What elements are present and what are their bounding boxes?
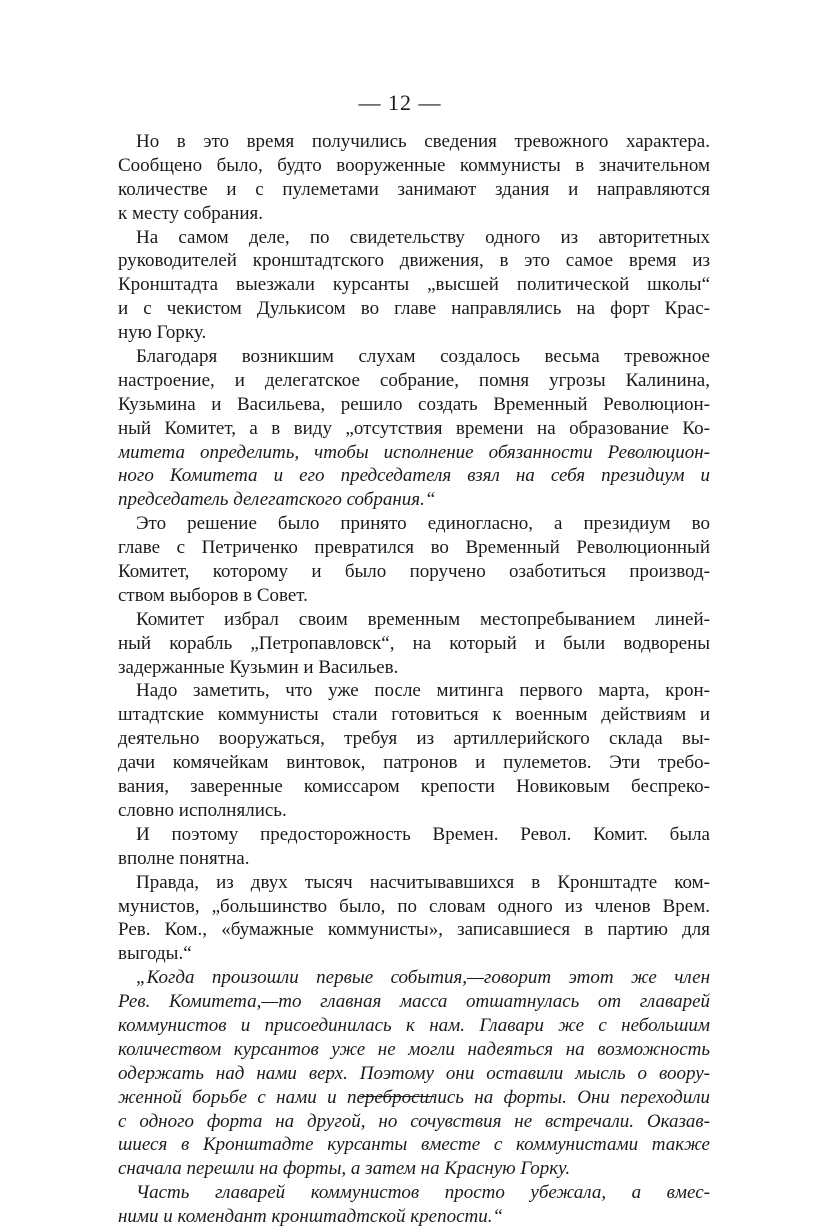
- text-line: вания, заверенные комиссаром крепости Новиковым беспреко-: [118, 776, 710, 798]
- text-line: штадтские коммунисты стали готовиться к военным действиям и: [118, 704, 710, 726]
- text-line: мунистов, „большинство было, по словам одного из членов Врем.: [118, 895, 710, 917]
- text-line: задержанные Кузьмин и Васильев.: [118, 656, 399, 678]
- text-line: ную Горку.: [118, 322, 207, 344]
- text-line: Это решение было принято единогласно, а президиум во: [136, 513, 710, 535]
- text-line: количеством курсантов уже не могли надеяться на возможность: [118, 1038, 710, 1060]
- text-line: ством выборов в Совет.: [118, 584, 308, 606]
- text-line: Кронштадта выезжали курсанты „высшей политической школы“: [118, 274, 710, 296]
- end-rule: [360, 1096, 434, 1097]
- text-line: Часть главарей коммунистов просто убежала, а вмес-: [136, 1182, 710, 1204]
- text-line: И поэтому предосторожность Времен. Револ. Комит. была: [136, 823, 710, 845]
- text-line: сначала перешли на форты, а затем на Красную Горку.: [118, 1158, 571, 1180]
- text-line: Комитет избрал своим временным местопребыванием линей-: [136, 608, 710, 630]
- text-line: выгоды.“: [118, 943, 192, 965]
- text-line: На самом деле, по свидетельству одного из авторитетных: [136, 226, 710, 248]
- text-line: словно исполнялись.: [118, 799, 287, 821]
- text-line: Благодаря возникшим слухам создалось весьма тревожное: [136, 346, 710, 368]
- text-line: дачи комячейкам винтовок, патронов и пулеметов. Эти требо-: [118, 752, 710, 774]
- text-line: деятельно вооружаться, требуя из артиллерийского склада вы-: [118, 728, 710, 750]
- text-line: Рев. Комитета,—то главная масса отшатнулась от главарей: [118, 991, 710, 1013]
- text-line: ного Комитета и его председателя взял на себя президиум и: [118, 465, 710, 487]
- text-line: шиеся в Кронштадте курсанты вместе с коммунистами также: [118, 1134, 710, 1156]
- text-line: женной борьбе с нами и перебросились на форты. Они переходили: [118, 1086, 710, 1108]
- text-line: Рев. Ком., «бумажные коммунисты», записавшиеся в партию для: [118, 919, 710, 941]
- text-line: к месту собрания.: [118, 202, 264, 224]
- text-line: председатель делегатского собрания.“: [118, 489, 436, 511]
- text-line: руководителей кронштадтского движения, в это самое время из: [118, 250, 710, 272]
- text-line: ный Комитет, а в виду „отсутствия времени на образование Ко-: [118, 417, 710, 439]
- text-line: одержать над нами верх. Поэтому они оставили мысль о воору-: [118, 1062, 710, 1084]
- text-line: настроение, и делегатское собрание, помня угрозы Калинина,: [118, 369, 710, 391]
- text-line: Надо заметить, что уже после митинга первого марта, крон-: [136, 680, 710, 702]
- text-line: Правда, из двух тысяч насчитывавшихся в Кронштадте ком-: [136, 871, 710, 893]
- text-line: главе с Петриченко превратился во Временный Революционный: [118, 537, 710, 559]
- text-line: ный корабль „Петропавловск“, на который и были водворены: [118, 632, 710, 654]
- page-number: — 12 —: [358, 90, 442, 115]
- text-line: вполне понятна.: [118, 847, 250, 869]
- text-line: коммунистов и присоединилась к нам. Главари же с небольшим: [118, 1014, 710, 1036]
- text-line: количестве и с пулеметами занимают здания и направляются: [118, 178, 710, 200]
- body-text: [118, 130, 710, 1229]
- text-line: Сообщено было, будто вооруженные коммунисты в значительном: [118, 154, 710, 176]
- text-line: митета определить, чтобы исполнение обязанности Революцион-: [118, 441, 710, 463]
- text-line: и с чекистом Дулькисом во главе направлялись на форт Крас-: [118, 298, 710, 320]
- text-line: „Когда произошли первые события,—говорит этот же член: [136, 967, 710, 989]
- text-line: Комитет, которому и было поручено озаботиться производ-: [118, 561, 710, 583]
- text-line: с одного форта на другой, но сочувствия не встречали. Оказав-: [118, 1110, 710, 1132]
- text-line: Но в это время получились сведения тревожного характера.: [136, 131, 710, 152]
- text-line: ними и комендант кронштадтской крепости.“: [118, 1206, 504, 1228]
- text-line: Кузьмина и Васильева, решило создать Временный Революцион-: [118, 393, 710, 415]
